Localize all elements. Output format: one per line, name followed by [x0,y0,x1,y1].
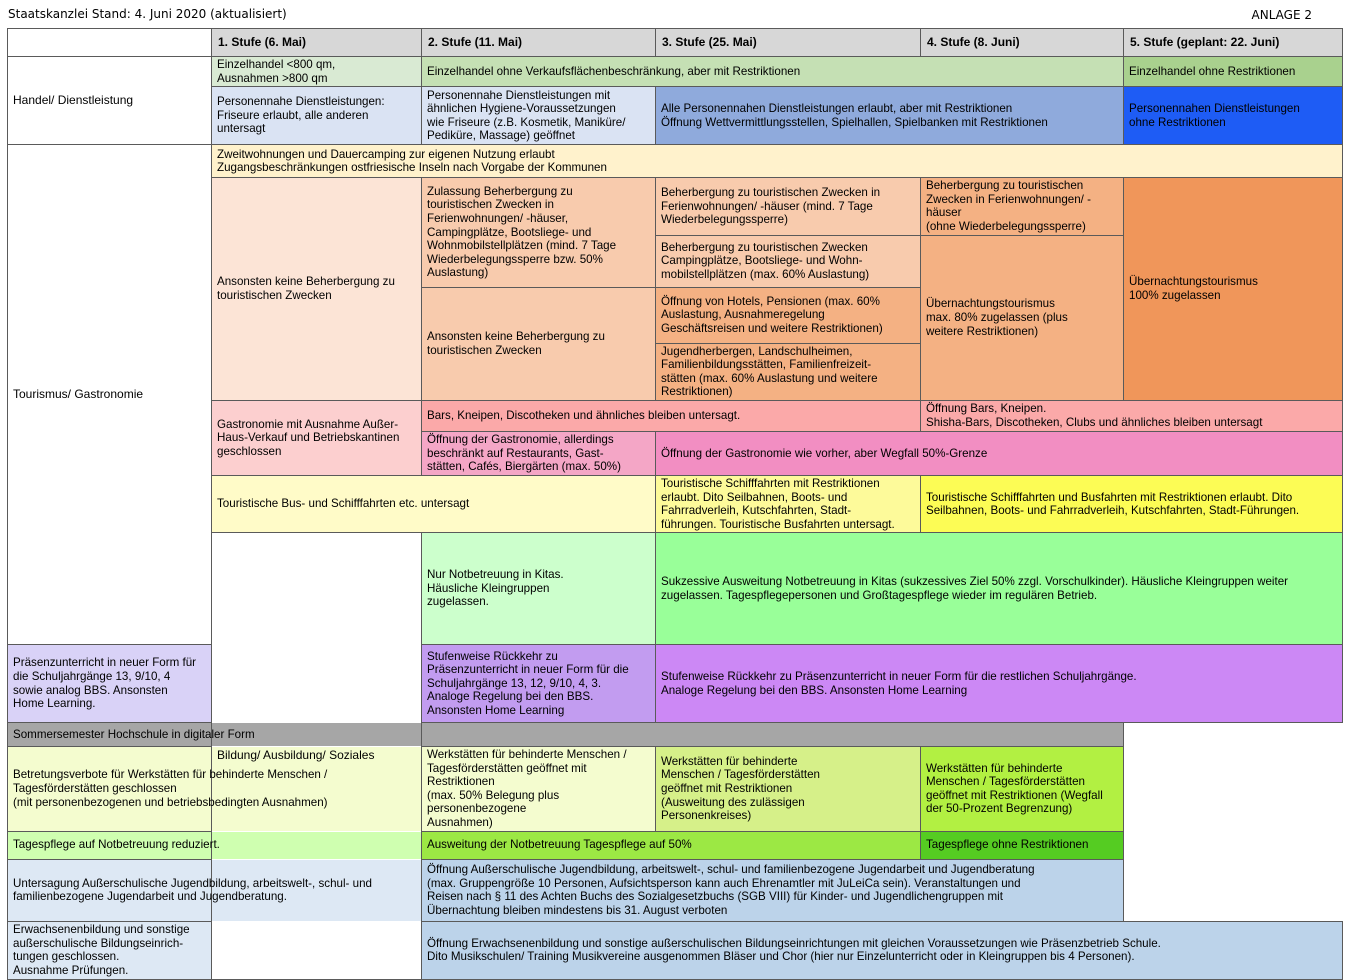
header-stufe-4: 4. Stufe (8. Juni) [921,29,1124,57]
document-header-left: Staatskanzlei Stand: 4. Juni 2020 (aktualisiert) [8,7,287,21]
cell: Jugendherbergen, Landschulheimen, Familienbildungsstätten, Familienfreizeit- stätten (max. 60% Auslastung und weitere Restriktionen) [656,343,921,400]
cell: Personennahe Dienstleistungen mit ähnlichen Hygiene-Voraussetzungen wie Friseure (z.B. Kosmetik, Maniküre/ Pediküre, Massage) geöffnet [422,87,656,145]
cell: Einzelhandel <800 qm, Ausnahmen >800 qm [212,57,422,87]
table-row [8,859,1343,921]
cell: Sukzessive Ausweitung Notbetreuung in Kitas (sukzessives Ziel 50% zzgl. Vorschulkinder). Häusliche Kleingruppen weiter zugelassen. Tagespflegepersonen und Großtagespflege wieder im regulären Betrieb. [656,533,1343,645]
category-handel: Handel/ Dienstleistung [8,57,212,145]
cell: Öffnung von Hotels, Pensionen (max. 60% Auslastung, Ausnahmeregelung Geschäftsreisen und weitere Restriktionen) [656,287,921,343]
cell: Erwachsenenbildung und sonstige außerschulische Bildungseinrich- tungen geschlossen. Ausnahme Prüfungen. [8,921,212,979]
table-row [8,747,1343,832]
category-tourismus: Tourismus/ Gastronomie [8,145,212,645]
cell: Werkstätten für behinderte Menschen / Tagesförderstätten geöffnet mit Restriktionen (Ausweitung des zulässigen Personenkreises) [656,747,921,832]
cell: Tagespflege ohne Restriktionen [921,831,1124,859]
table-row [8,921,1343,979]
cell: Beherbergung zu touristischen Zwecken in Ferienwohnungen/ - häuser (ohne Wiederbelegungssperre) [921,178,1124,235]
cell: Touristische Bus- und Schifffahrten etc. untersagt [212,475,656,532]
cell: Bars, Kneipen, Discotheken und ähnliches bleiben untersagt. [422,400,921,431]
table-row [8,723,1343,747]
header-stufe-5: 5. Stufe (geplant: 22. Juni) [1124,29,1343,57]
cell: Ansonsten keine Beherbergung zu touristischen Zwecken [422,287,656,400]
cell: Werkstätten für behinderte Menschen / Tagesförderstätten geöffnet mit Restriktionen (Wegfall der 50-Prozent Begrenzung) [921,747,1124,832]
category-bildung: Bildung/ Ausbildung/ Soziales [212,533,422,979]
cell: Übernachtungstourismus max. 80% zugelassen (plus weitere Restriktionen) [921,235,1124,400]
cell: Öffnung der Gastronomie, allerdings beschränkt auf Restaurants, Gast- stätten, Cafés, Biergärten (max. 50%) [422,431,656,475]
cell: Zulassung Beherbergung zu touristischen Zwecken in Ferienwohnungen/ -häuser, Campingplätze, Bootsliege- und Wohnmobilstellplätzen (mind. 7 Tage Wiederbelegungssperre bzw. 50% Auslastung) [422,178,656,287]
header-row [8,29,1343,57]
cell: Personennahe Dienstleistungen: Friseure erlaubt, alle anderen untersagt [212,87,422,145]
header-stufe-3: 3. Stufe (25. Mai) [656,29,921,57]
cell: Touristische Schifffahrten mit Restriktionen erlaubt. Dito Seilbahnen, Boots- und Fahrradverleih, Kutschfahrten, Stadt- führungen. Touristische Busfahrten untersagt. [656,475,921,532]
cell: Stufenweise Rückkehr zu Präsenzunterricht in neuer Form für die Schuljahrgänge 13, 12, 9/10, 4, 3. Analoge Regelung bei den BBS. Ansonsten Home Learning [422,645,656,723]
cell: Öffnung der Gastronomie wie vorher, aber Wegfall 50%-Grenze [656,431,1343,475]
cell: Zweitwohnungen und Dauercamping zur eigenen Nutzung erlaubt Zugangsbeschränkungen ostfriesische Inseln nach Vorgabe der Kommunen [212,145,1343,178]
cell: Nur Notbetreuung in Kitas. Häusliche Kleingruppen zugelassen. [422,533,656,645]
cell: Einzelhandel ohne Restriktionen [1124,57,1343,87]
cell: Tagespflege auf Notbetreuung reduziert. [8,831,422,859]
cell: Übernachtungstourismus 100% zugelassen [1124,178,1343,401]
cell: Betretungsverbote für Werkstätten für behinderte Menschen / Tagesförderstätten geschlossen (mit personenbezogenen und betriebsbedingten Ausnahmen) [8,747,422,832]
cell: Beherbergung zu touristischen Zwecken in Ferienwohnungen/ -häuser (mind. 7 Tage Wiederbelegungssperre) [656,178,921,235]
cell: Gastronomie mit Ausnahme Außer- Haus-Verkauf und Betriebskantinen geschlossen [212,400,422,475]
cell: Sommersemester Hochschule in digitaler Form [8,723,1124,747]
header-stufe-2: 2. Stufe (11. Mai) [422,29,656,57]
cell: Ansonsten keine Beherbergung zu touristischen Zwecken [212,178,422,401]
cell: Öffnung Außerschulische Jugendbildung, arbeitswelt-, schul- und familienbezogene Jugendarbeit und Jugendberatung (max. Gruppengröße 10 Personen, Aufsichtsperson kann auch Ehrenamtler mit JuLeiCa sein). Veranstaltungen und Reisen nach § 11 des Achten Buchs des Sozialgesetzbuchs (SGB VIII) für Kinder- und Jugendlichengruppen mit Übernachtung bleiben mindestens bis 31. August verboten [422,859,1124,921]
table-row [8,645,1343,723]
cell: Präsenzunterricht in neuer Form für die Schuljahrgänge 13, 9/10, 4 sowie analog BBS. Ansonsten Home Learning. [8,645,212,723]
cell: Touristische Schifffahrten und Busfahrten mit Restriktionen erlaubt. Dito Seilbahnen, Boots- und Fahrradverleih, Kutschfahrten, Stadt-Führungen. [921,475,1343,532]
cell: Untersagung Außerschulische Jugendbildung, arbeitswelt-, schul- und familienbezogene Jugendarbeit und Jugendberatung. [8,859,422,921]
header-corner [8,29,212,57]
document-header-right: ANLAGE 2 [1251,8,1312,22]
table-row [8,831,1343,859]
cell: Einzelhandel ohne Verkaufsflächenbeschränkung, aber mit Restriktionen [422,57,1124,87]
cell: Personennahen Dienstleistungen ohne Restriktionen [1124,87,1343,145]
cell: Ausweitung der Notbetreuung Tagespflege auf 50% [422,831,921,859]
cell: Öffnung Erwachsenenbildung und sonstige außerschulischen Bildungseinrichtungen mit gleichen Voraussetzungen wie Präsenzbetrieb Schule. Dito Musikschulen/ Training Musikvereine ausgenommen Bläser und Chor (hier nur Einzelunterricht oder in Kleingruppen bis 4 Personen). [422,921,1343,979]
cell: Alle Personennahen Dienstleistungen erlaubt, aber mit Restriktionen Öffnung Wettvermittlungsstellen, Spielhallen, Spielbanken mit Restriktionen [656,87,1124,145]
table-row [8,145,1343,178]
cell: Stufenweise Rückkehr zu Präsenzunterricht in neuer Form für die restlichen Schuljahrgänge. Analoge Regelung bei den BBS. Ansonsten Home Learning [656,645,1343,723]
table-row [8,57,1343,87]
cell: Werkstätten für behinderte Menschen / Tagesförderstätten geöffnet mit Restriktionen (max. 50% Belegung plus personenbezogene Ausnahmen) [422,747,656,832]
cell: Öffnung Bars, Kneipen. Shisha-Bars, Discotheken, Clubs und ähnliches bleiben untersagt [921,400,1343,431]
stufen-table [7,28,1343,980]
header-stufe-1: 1. Stufe (6. Mai) [212,29,422,57]
cell: Beherbergung zu touristischen Zwecken Campingplätze, Bootsliege- und Wohn- mobilstellplätzen (max. 60% Auslastung) [656,235,921,287]
